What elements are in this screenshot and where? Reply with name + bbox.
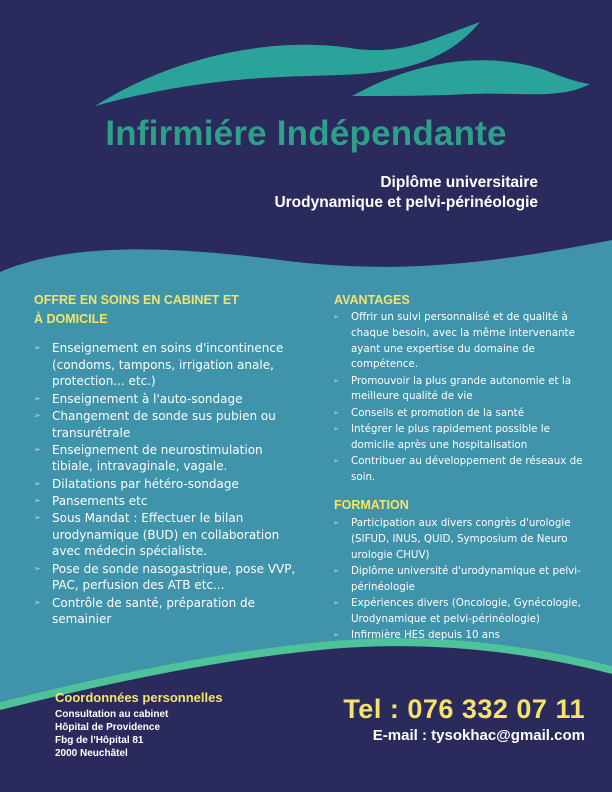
avantages-list xyxy=(331,310,593,486)
phone-number: Tel : 076 332 07 11 xyxy=(343,694,585,724)
list-item: ➢ Diplôme université d'urodynamique et pelvi-périnéologie xyxy=(333,564,581,593)
bullet-icon: ➢ xyxy=(333,457,339,466)
list-item: ➢ Dilatations par hétéro-sondage xyxy=(34,476,239,491)
bullet-icon: ➢ xyxy=(333,425,339,434)
list-item: ➢ Enseignement de neurostimulation tibiale, intravaginale, vagale. xyxy=(34,442,263,474)
subtitle-diploma: Diplôme universitaire xyxy=(380,174,538,191)
bullet-icon: ➢ xyxy=(34,495,41,505)
list-item: ➢ Pansements etc xyxy=(34,493,148,508)
list-item: ➢ Enseignement à l'auto-sondage xyxy=(34,391,243,406)
list-item: ➢ Contrôle de santé, préparation de semainier xyxy=(34,595,256,627)
email-address: E-mail : tysokhac@gmail.com xyxy=(372,727,585,744)
bullet-icon: ➢ xyxy=(333,631,339,640)
list-item: ➢ Expériences divers (Oncologie, Gynécologie, Urodynamique et pelvi-périnéologie) xyxy=(333,596,581,625)
page-title: Infirmiére Indépendante xyxy=(105,114,507,153)
contact-line-4: 2000 Neuchâtel xyxy=(55,748,128,759)
bullet-icon: ➢ xyxy=(34,410,41,420)
formation-list xyxy=(331,516,593,644)
formation-title: FORMATION xyxy=(334,498,409,512)
list-item: ➢ Contribuer au développement de réseaux de soin. xyxy=(333,455,583,483)
bullet-icon: ➢ xyxy=(34,563,41,573)
contact-line-1: Consultation au cabinet xyxy=(55,709,169,720)
bullet-icon: ➢ xyxy=(34,513,41,523)
list-item: ➢ Conseils et promotion de la santé xyxy=(331,406,593,422)
bullet-icon: ➢ xyxy=(333,408,339,417)
bullet-icon: ➢ xyxy=(333,519,339,527)
bullet-icon: ➢ xyxy=(333,598,339,607)
list-item: ➢ Sous Mandat : Effectuer le bilan urodynamique (BUD) en collaboration avec médecin spécialiste. xyxy=(34,511,280,559)
bullet-icon: ➢ xyxy=(34,444,41,454)
avantages-title: AVANTAGES xyxy=(334,293,410,307)
contact-line-3: Fbg de l'Hôpital 81 xyxy=(55,735,144,746)
bullet-icon: ➢ xyxy=(34,343,41,352)
list-item: ➢ Intégrer le plus rapidement possible le domicile après une hospitalisation xyxy=(333,423,550,451)
list-item: ➢ Infirmière HES depuis 10 ans xyxy=(331,628,593,644)
offre-title-line1: OFFRE EN SOINS EN CABINET ET xyxy=(34,293,239,307)
contact-line-2: Hôpital de Providence xyxy=(55,722,161,733)
list-item: ➢ Pose de sonde nasogastrique, pose VVP, PAC, perfusion des ATB etc... xyxy=(34,561,296,593)
list-item: ➢ Changement de sonde sus pubien ou transurétrale xyxy=(34,408,276,440)
bullet-icon: ➢ xyxy=(34,597,41,607)
subtitle-specialty: Urodynamique et pelvi-périnéologie xyxy=(274,194,538,211)
bullet-icon: ➢ xyxy=(333,376,339,385)
list-item: ➢ Promouvoir la plus grande autonomie et la meilleure qualité de vie xyxy=(333,374,572,403)
offre-list xyxy=(32,340,302,628)
bullet-icon: ➢ xyxy=(34,478,41,488)
bullet-icon: ➢ xyxy=(34,393,41,403)
list-item: ➢ Enseignement en soins d'incontinence (condoms, tampons, irrigation anale, protection... etc.) xyxy=(34,341,284,389)
bullet-icon: ➢ xyxy=(333,313,339,321)
offre-title-line2: À DOMICILE xyxy=(34,312,108,326)
list-item: ➢ Offrir un suivi personnalisé et de qualité à chaque besoin, avec la même intervenante ayant une expertise du domaine de compétence. xyxy=(333,311,575,371)
contact-title: Coordonnées personnelles xyxy=(55,690,223,705)
bullet-icon: ➢ xyxy=(333,566,339,575)
list-item: ➢ Participation aux divers congrès d'urologie (SIFUD, INUS, QUID, Symposium de Neuro urologie CHUV) xyxy=(333,517,571,561)
